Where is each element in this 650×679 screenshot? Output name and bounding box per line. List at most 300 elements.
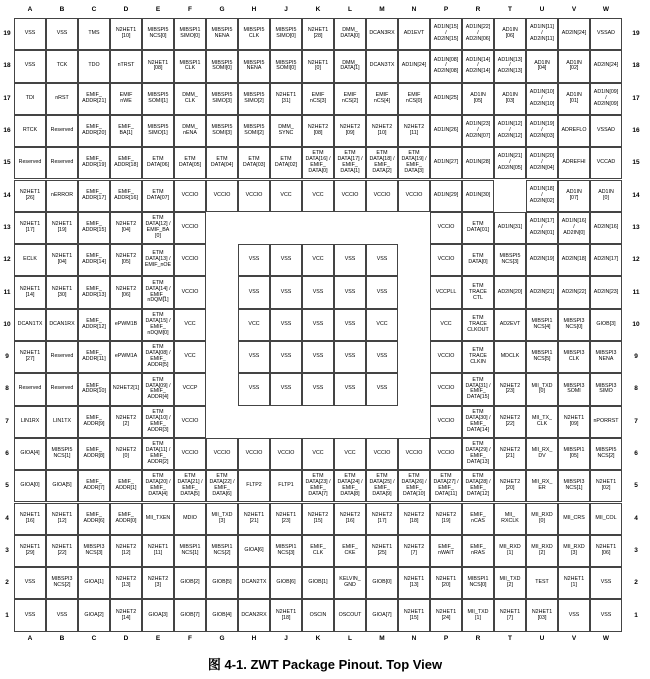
pin-name: nRST [55, 94, 69, 101]
pin-name: GIOA[2] [84, 611, 104, 618]
pin-cell [238, 438, 270, 470]
pin-cell [590, 50, 622, 82]
pin-name: MIBSPI5 SOMI[0] [211, 59, 233, 72]
column-label-top: H [251, 6, 257, 13]
pin-cell [302, 244, 334, 276]
pin-name: N2HET1 [29] [19, 544, 41, 556]
pin-cell [110, 147, 142, 179]
pin-cell [142, 373, 174, 405]
pin-cell [270, 180, 302, 212]
pin-cell [366, 341, 398, 373]
pin-name: AD1IN[22] / AD2IN[06] [465, 24, 491, 43]
pin-cell [174, 276, 206, 308]
pin-cell [302, 373, 334, 405]
pin-name: GIOB[0] [372, 579, 392, 586]
pin-name: N2HET2 [13] [115, 576, 137, 589]
pin-cell [270, 50, 302, 82]
pin-cell [142, 535, 174, 567]
pin-cell [238, 83, 270, 115]
pin-name: EMIF_ BA[1] [118, 124, 134, 137]
pin-name: AD1IN[26] [433, 127, 459, 134]
pin-cell [302, 470, 334, 502]
pin-name: AD1IN[28] [465, 159, 491, 166]
pin-name: MIBSPI3 SIMO [595, 382, 617, 395]
row-label-left: 17 [3, 94, 11, 102]
pin-cell [366, 438, 398, 470]
pin-name: AD1IN[13] / AD2IN[13] [497, 56, 523, 75]
pin-name: VCCIO [181, 450, 199, 457]
pin-name: MII_TXD [0] [531, 382, 553, 395]
pin-name: MII_RXD [2] [531, 544, 553, 556]
pin-name: EMIF_ ADDR[11] [82, 350, 106, 363]
pin-cell [14, 83, 46, 115]
column-label-bottom: K [315, 634, 321, 642]
pin-cell [462, 244, 494, 276]
pin-name: RTCK [22, 127, 38, 134]
pin-cell [366, 83, 398, 115]
pin-cell [174, 567, 206, 599]
pin-cell [270, 567, 302, 599]
column-label-bottom: N [411, 634, 417, 642]
pin-cell [78, 309, 110, 341]
pin-name: MIBSPI5 CLK [243, 27, 265, 40]
column-label-bottom: V [571, 634, 577, 642]
pin-cell [590, 567, 622, 599]
pin-name: ETM DATA[13] / EMIF_nOE [144, 250, 172, 269]
column-label-top: D [123, 6, 129, 13]
pin-cell [430, 244, 462, 276]
pin-cell [302, 341, 334, 373]
pin-name: N2HET1 [10] [115, 27, 137, 40]
pin-cell [558, 535, 590, 567]
pin-name: ADREFLO [561, 127, 587, 134]
pin-name: VSS [56, 30, 68, 37]
pin-name: AD1IN[08] / AD2IN[08] [433, 56, 459, 75]
pin-name: MIBSPI5 NCS[1] [51, 447, 73, 460]
pin-name: MII_COL [595, 514, 617, 521]
pin-cell [110, 212, 142, 244]
pin-cell [494, 83, 526, 115]
pin-cell [142, 470, 174, 502]
column-label-bottom: E [155, 634, 161, 642]
pin-cell [46, 567, 78, 599]
row-label-left: 5 [5, 482, 9, 490]
pin-cell [14, 50, 46, 82]
pin-name: VSS [568, 611, 580, 618]
pin-cell [462, 406, 494, 438]
pin-cell [430, 341, 462, 373]
pin-name: N2HET1 [18] [275, 608, 297, 621]
pin-cell [334, 599, 366, 631]
pin-cell [494, 147, 526, 179]
pin-cell [558, 567, 590, 599]
pin-cell [430, 83, 462, 115]
pin-name: MDCLK [500, 353, 520, 360]
pin-cell [366, 50, 398, 82]
pin-cell [142, 438, 174, 470]
pin-name: TMS [88, 30, 100, 37]
row-label-right: 16 [632, 127, 640, 135]
pin-name: EMIF_ ADDR[18] [114, 156, 138, 169]
pin-cell [302, 276, 334, 308]
pin-cell [334, 535, 366, 567]
pin-name: MIBSPI5 NENA [211, 27, 233, 40]
pin-name: N2HET1 [08] [147, 59, 169, 72]
pin-cell [238, 115, 270, 147]
pin-name: MIBSPI3 NCS[2] [51, 576, 73, 589]
pin-name: AD1IN[23] / AD2IN[07] [465, 121, 491, 139]
pin-cell [398, 18, 430, 50]
pin-cell [590, 147, 622, 179]
pin-name: Reserved [50, 127, 74, 134]
pin-cell [14, 147, 46, 179]
pin-cell [430, 535, 462, 567]
pin-name: N2HET1 [27] [19, 350, 41, 363]
pin-name: ETM DATA[23] / EMIF_ DATA[7] [305, 473, 331, 498]
pin-name: N2HET2 [18] [403, 511, 425, 524]
pin-cell [110, 470, 142, 502]
pin-name: VCCIO [181, 288, 199, 295]
pin-name: ETM DATA[14] / EMIF_ nDQM[1] [145, 279, 171, 304]
pin-name: MIBSPI5 SOMI[2] [243, 124, 265, 137]
pin-name: AD2EVT [499, 320, 521, 327]
pin-name: MII_RXD [3] [563, 544, 585, 556]
pin-name: MIBSPI3 NCS[3] [83, 544, 105, 556]
pin-cell [46, 212, 78, 244]
pin-cell [366, 373, 398, 405]
pin-name: VCC [312, 450, 324, 457]
figure-caption: 图 4-1. ZWT Package Pinout. Top View [207, 657, 443, 672]
pin-name: VCCIO [437, 256, 455, 263]
pin-cell [430, 147, 462, 179]
pin-cell [526, 567, 558, 599]
pin-name: AD1EVT [403, 30, 425, 37]
pin-name: VSS [312, 288, 324, 295]
pin-name: OSCOUT [338, 611, 362, 618]
pin-cell [526, 599, 558, 631]
pin-name: MIBSPI3 SOMI [563, 382, 585, 395]
pin-cell [142, 309, 174, 341]
pin-cell [110, 50, 142, 82]
pin-name: MIBSPI5 NCS[2] [595, 447, 617, 460]
pin-name: EMIF_ ADDR[8] [83, 447, 105, 460]
pin-cell [558, 438, 590, 470]
row-label-right: 13 [632, 223, 640, 231]
pin-name: ETM DATA[17] / EMIF_ DATA[1] [337, 150, 363, 175]
pin-cell [462, 341, 494, 373]
pin-cell [46, 438, 78, 470]
pin-name: N2HET1 [28] [307, 27, 329, 40]
pin-name: AD2IN[21] [529, 288, 555, 295]
pin-name: AD1IN[09] / AD2IN[09] [593, 88, 619, 107]
pin-cell [558, 373, 590, 405]
pin-name: MIBSPI5 SIMO[1] [147, 124, 169, 137]
pin-name: GIOB[3] [596, 320, 616, 327]
pin-name: EMIF_ ADDR[20] [82, 124, 106, 137]
row-label-right: 11 [632, 288, 640, 296]
pin-name: EMIF_ CLK [310, 544, 326, 556]
pin-cell [14, 599, 46, 631]
row-label-left: 12 [3, 256, 11, 264]
pin-cell [46, 406, 78, 438]
pin-name: N2HET2 [7] [403, 544, 425, 556]
pin-name: EMIF_ ADDR[15] [82, 221, 106, 233]
pin-cell [558, 115, 590, 147]
pin-cell [526, 147, 558, 179]
pin-name: AD2IN[20] [497, 288, 523, 295]
pin-cell [78, 147, 110, 179]
pin-name: LIN1TX [53, 417, 71, 424]
pin-name: AD1IN[10] / AD2IN[10] [529, 88, 555, 107]
pin-cell [430, 470, 462, 502]
pin-cell [430, 309, 462, 341]
pin-cell [334, 83, 366, 115]
pin-cell [398, 599, 430, 631]
pin-cell [238, 180, 270, 212]
pin-name: DCAN1TX [17, 320, 43, 327]
pin-cell [302, 50, 334, 82]
pin-name: AD1IN[18] / AD2IN[02] [529, 185, 555, 204]
pin-name: EMIF_ ADDR[19] [82, 156, 106, 169]
pin-cell [78, 115, 110, 147]
pin-name: MII_RX_ ER [531, 479, 553, 492]
row-label-left: 18 [3, 62, 11, 70]
pin-cell [398, 50, 430, 82]
pin-name: ETM DATA[27] / EMIF_ DATA[11] [433, 473, 459, 498]
pin-cell [398, 115, 430, 147]
pin-name: GIOB[4] [212, 611, 232, 618]
row-label-left: 16 [3, 127, 11, 135]
pin-name: VSS [376, 385, 388, 392]
pin-cell [462, 309, 494, 341]
pin-name: ETM DATA[29] / EMIF_ DATA[13] [465, 441, 491, 465]
pin-name: nPORRST [593, 417, 619, 424]
row-label-right: 2 [634, 579, 638, 587]
column-label-bottom: J [284, 634, 288, 642]
pin-name: MII_TXEN [145, 514, 171, 521]
pin-cell [494, 115, 526, 147]
row-label-right: 1 [634, 611, 638, 619]
pin-cell [462, 470, 494, 502]
pin-name: VCCAD [596, 159, 616, 166]
column-label-bottom: L [348, 634, 352, 642]
pin-cell [462, 115, 494, 147]
pin-cell [270, 276, 302, 308]
row-label-left: 8 [5, 385, 9, 393]
pin-cell [558, 147, 590, 179]
pin-cell [366, 244, 398, 276]
pin-cell [238, 503, 270, 535]
pin-cell [430, 599, 462, 631]
pin-cell [590, 406, 622, 438]
pin-cell [590, 373, 622, 405]
column-label-bottom: R [475, 634, 481, 642]
column-label-bottom: C [91, 634, 97, 642]
pin-cell [142, 567, 174, 599]
pin-cell [14, 567, 46, 599]
pin-name: ETM DATA[22] / EMIF_ DATA[6] [209, 473, 235, 498]
pin-cell [78, 599, 110, 631]
pin-cell [590, 341, 622, 373]
pin-name: MIBSPI5 NCS[0] [147, 27, 169, 40]
pin-name: N2HET1 [03] [531, 608, 553, 621]
pin-cell [174, 535, 206, 567]
pin-cell [110, 83, 142, 115]
pin-name: MII_TX_ CLK [531, 414, 553, 427]
pin-cell [14, 470, 46, 502]
pin-cell [430, 567, 462, 599]
pin-cell [238, 309, 270, 341]
pin-cell [494, 470, 526, 502]
pin-name: DCAN1RX [49, 320, 75, 327]
pin-name: TDO [88, 62, 100, 69]
pin-cell [142, 83, 174, 115]
pin-name: nERROR [50, 191, 74, 198]
pin-cell [270, 341, 302, 373]
pin-name: EMIF_ ADDR[14] [82, 253, 106, 266]
pin-cell [46, 18, 78, 50]
pin-name: VSS [280, 320, 292, 327]
pin-name: KELVIN_ GND [339, 576, 361, 589]
pin-cell [590, 276, 622, 308]
pin-name: N2HET2 [11] [403, 124, 425, 137]
pin-cell [142, 244, 174, 276]
pin-cell [142, 50, 174, 82]
row-label-left: 15 [3, 159, 11, 167]
pin-name: N2HET1 [16] [19, 511, 41, 524]
pin-cell [462, 147, 494, 179]
pin-name: N2HET1 [19] [51, 221, 73, 233]
pin-cell [302, 115, 334, 147]
pin-name: AD1IN [07] [566, 188, 582, 201]
pin-name: MII_CRS [563, 514, 585, 521]
column-label-top: R [475, 6, 481, 13]
pin-name: VSS [600, 579, 612, 586]
pin-name: VCC [344, 450, 356, 457]
column-label-bottom: M [379, 634, 385, 642]
pin-cell [110, 341, 142, 373]
pin-name: ETM TRACE CLKIN [469, 347, 487, 366]
pin-cell [206, 50, 238, 82]
pin-cell [526, 438, 558, 470]
pin-name: VCC [184, 353, 196, 360]
pin-cell [110, 309, 142, 341]
pin-name: MIBSPI5 SIMO[2] [243, 91, 265, 104]
pin-name: ETM DATA[11] / EMIF_ ADDR[2] [145, 441, 171, 465]
pin-cell [526, 373, 558, 405]
pin-name: MII_RXD [0] [531, 511, 553, 524]
pin-name: EMIF nCS[2] [341, 91, 359, 104]
pin-name: ePWM1A [114, 353, 138, 360]
pin-cell [270, 470, 302, 502]
pin-cell [238, 276, 270, 308]
pin-name: MIBSPI3 CLK [563, 350, 585, 363]
row-label-right: 14 [632, 191, 640, 199]
pin-cell [78, 276, 110, 308]
pin-name: GIOA[3] [148, 611, 168, 618]
pin-name: VSS [248, 256, 260, 263]
pin-name: AD1IN[31] [497, 223, 523, 230]
pin-name: ETM DATA[12] / EMIF_BA [0] [145, 215, 171, 239]
pin-name: VSS [376, 256, 388, 263]
pin-cell [494, 309, 526, 341]
pin-cell [526, 50, 558, 82]
pin-name: N2HET1 [02] [595, 479, 617, 492]
pin-name: VSS [280, 385, 292, 392]
column-label-bottom: D [123, 634, 129, 642]
pin-name: ETM DATA[10] / EMIF_ ADDR[3] [145, 408, 171, 433]
pin-name: AD1IN [05] [470, 91, 486, 104]
pin-cell [558, 180, 590, 212]
pin-cell [14, 115, 46, 147]
pin-name: VSS [248, 288, 260, 295]
pin-cell [46, 180, 78, 212]
pin-cell [558, 244, 590, 276]
pin-cell [590, 470, 622, 502]
pin-name: VCC [312, 191, 324, 198]
pin-cell [398, 180, 430, 212]
pin-name: MIBSPI3 NCS[0] [563, 317, 585, 330]
pin-name: VCCPLL [435, 288, 457, 295]
pin-name: EMIF_ nWAIT [438, 544, 454, 556]
pin-cell [494, 276, 526, 308]
pin-cell [174, 18, 206, 50]
pin-cell [110, 535, 142, 567]
pin-name: VCCIO [245, 450, 263, 457]
pin-cell [78, 18, 110, 50]
pin-cell [366, 599, 398, 631]
column-label-top: A [27, 6, 33, 13]
pin-name: N2HET2[1] [112, 385, 140, 392]
pin-cell [366, 115, 398, 147]
pin-name: VSS [344, 353, 356, 360]
pin-cell [494, 535, 526, 567]
pin-name: VCCIO [437, 417, 455, 424]
pin-cell [526, 244, 558, 276]
row-label-right: 9 [634, 353, 638, 361]
pin-name: MII_RXD [1] [499, 544, 521, 556]
pin-name: DMM_ DATA[0] [340, 27, 360, 40]
pin-cell [46, 83, 78, 115]
pin-cell [462, 599, 494, 631]
pin-cell [430, 438, 462, 470]
pin-name: OSCIN [309, 611, 327, 618]
pin-cell [238, 341, 270, 373]
row-label-left: 14 [3, 191, 11, 199]
pin-name: AD1IN[29] [433, 191, 459, 198]
pin-cell [334, 341, 366, 373]
pin-cell [462, 180, 494, 212]
pin-cell [462, 276, 494, 308]
pin-name: MIBSPI1 SIMO[0] [179, 27, 201, 40]
pin-name: ETM TRACE CTL [469, 282, 487, 301]
pin-cell [302, 147, 334, 179]
pin-cell [14, 309, 46, 341]
pin-name: ETM DATA[0] [468, 253, 488, 266]
pin-name: N2HET2 [10] [371, 124, 393, 137]
pin-cell [270, 147, 302, 179]
pin-name: ETM DATA[26] / EMIF_ DATA[10] [401, 473, 427, 498]
pin-cell [462, 212, 494, 244]
column-label-top: B [59, 6, 65, 13]
pin-cell [270, 309, 302, 341]
column-label-top: N [411, 6, 417, 13]
pin-name: TCK [56, 62, 68, 69]
column-label-top: L [348, 6, 352, 13]
pin-cell [14, 276, 46, 308]
pin-name: EMIF nCS[3] [309, 91, 327, 104]
pin-cell [526, 18, 558, 50]
